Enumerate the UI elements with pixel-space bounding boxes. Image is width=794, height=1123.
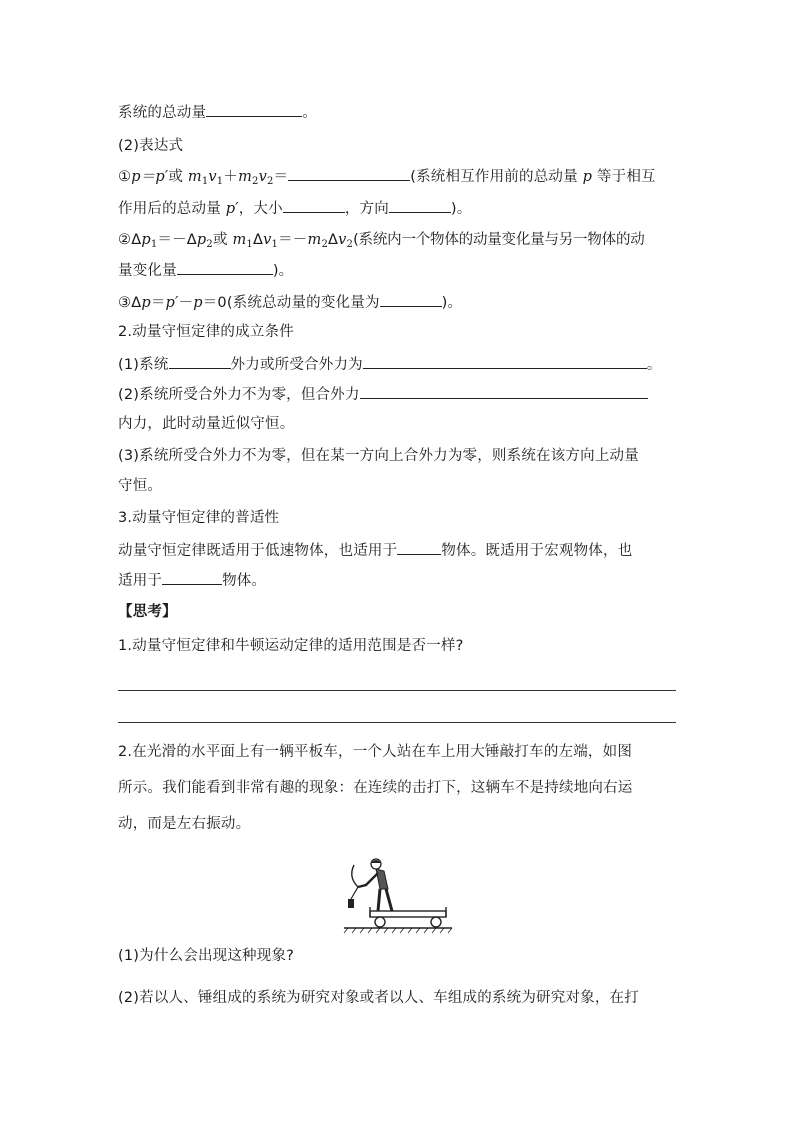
text-line: 守恒。 — [118, 478, 163, 494]
sub-question-1: (1)为什么会出现这种现象? — [118, 948, 295, 964]
text-line — [118, 354, 662, 375]
text: )。 — [441, 295, 463, 311]
text: 外力或所受合外力为 — [230, 357, 363, 373]
answer-blank[interactable] — [389, 198, 451, 213]
subscript: 1 — [216, 176, 224, 187]
text: )。 — [272, 263, 294, 279]
answer-blank[interactable] — [162, 570, 222, 585]
text: ，大小 — [238, 201, 283, 217]
math: v — [263, 232, 272, 248]
answer-blank[interactable] — [283, 198, 345, 213]
section-heading: 3.动量守恒定律的普适性 — [118, 510, 280, 526]
subscript: 1 — [150, 239, 158, 250]
text-line — [118, 166, 656, 187]
math: p＝p′ — [131, 169, 169, 185]
answer-line[interactable] — [118, 690, 676, 691]
answer-blank[interactable] — [177, 260, 273, 275]
text: ＋ — [223, 169, 239, 185]
text-line: 所示。我们能看到非常有趣的现象：在连续的击打下，这辆车不是持续地向右运 — [118, 780, 633, 796]
math: v — [338, 232, 347, 248]
sub-question-2: (2)若以人、锤组成的系统为研究对象或者以人、车组成的系统为研究对象，在打 — [118, 990, 639, 1006]
text: 物体。既适用于宏观物体，也 — [441, 543, 633, 559]
math: p — [141, 295, 151, 311]
answer-blank[interactable] — [360, 384, 648, 399]
text: 适用于 — [118, 573, 163, 589]
text: (2)系统所受合外力不为零，但合外力 — [118, 387, 360, 403]
question-1: 1.动量守恒定律和牛顿运动定律的适用范围是否一样? — [118, 638, 464, 654]
text-line — [118, 198, 471, 219]
text: ，方向 — [344, 201, 389, 217]
subscript: 2 — [346, 239, 354, 250]
text: 。 — [646, 357, 662, 373]
subscript: 2 — [206, 239, 213, 250]
text: Δ — [328, 232, 339, 248]
text: (系统相互作用前的总动量 — [410, 169, 583, 185]
text: 系统的总动量 — [118, 105, 207, 121]
text: )。 — [450, 201, 472, 217]
text: 。 — [302, 105, 317, 121]
text: 或 — [212, 232, 233, 248]
math: v — [258, 169, 267, 185]
subscript: 1 — [246, 239, 253, 250]
text: 量变化量 — [118, 263, 177, 279]
subscript: 1 — [271, 239, 279, 250]
text-line — [118, 384, 648, 405]
answer-line[interactable] — [118, 722, 676, 723]
text: (系统内一个物体的动量变化量与另一物体的动 — [353, 232, 645, 248]
text: ＝ — [150, 295, 166, 311]
math: m — [238, 169, 253, 185]
text-line — [118, 540, 632, 561]
text: ① — [118, 169, 132, 185]
math: p — [141, 232, 151, 248]
answer-blank[interactable] — [380, 292, 442, 307]
text: (1)系统 — [118, 357, 169, 373]
text: － — [178, 295, 194, 311]
text: 动量守恒定律既适用于低速物体，也适用于 — [118, 543, 398, 559]
text: ＝0(系统总动量的变化量为 — [202, 295, 380, 311]
answer-blank[interactable] — [397, 540, 441, 555]
subscript: 2 — [321, 239, 328, 250]
text: ＝ — [273, 169, 289, 185]
subscript: 1 — [201, 176, 209, 187]
subscript: 2 — [252, 176, 259, 187]
text-line: 内力，此时动量近似守恒。 — [118, 416, 295, 432]
math: p — [193, 295, 203, 311]
math: p′ — [165, 295, 179, 311]
text: ＝－ — [278, 232, 308, 248]
text: ②Δ — [118, 232, 142, 248]
cart-hammer-figure — [340, 855, 456, 935]
math: m — [232, 232, 247, 248]
answer-blank[interactable] — [206, 102, 302, 117]
math: p′ — [225, 201, 239, 217]
text-line: (3)系统所受合外力不为零，但在某一方向上合外力为零，则系统在该方向上动量 — [118, 448, 639, 464]
text: ③Δ — [118, 295, 142, 311]
text-line: 动，而是左右振动。 — [118, 816, 251, 832]
math: p — [196, 232, 207, 248]
question-2: 2.在光滑的水平面上有一辆平板车，一个人站在车上用大锤敲打车的左端，如图 — [118, 744, 633, 760]
text: 作用后的总动量 — [118, 201, 226, 217]
text: Δ — [252, 232, 264, 248]
answer-blank[interactable] — [169, 354, 231, 369]
think-heading: 【思考】 — [118, 604, 177, 620]
text-line — [118, 292, 462, 313]
text: ＝－Δ — [157, 232, 197, 248]
text: 或 — [168, 169, 188, 185]
text: 等于相互 — [592, 169, 656, 185]
answer-blank[interactable] — [288, 166, 410, 181]
text-line — [118, 570, 266, 591]
subscript: 2 — [266, 176, 274, 187]
section-heading: 2.动量守恒定律的成立条件 — [118, 324, 294, 340]
math: m — [187, 169, 202, 185]
text-line — [118, 230, 645, 250]
text-line — [118, 102, 317, 123]
math: v — [208, 169, 217, 185]
text-line — [118, 260, 293, 281]
text: 物体。 — [222, 573, 267, 589]
math: m — [307, 232, 322, 248]
math: p — [582, 169, 593, 185]
answer-blank[interactable] — [363, 354, 647, 369]
subheading: (2)表达式 — [118, 138, 184, 154]
